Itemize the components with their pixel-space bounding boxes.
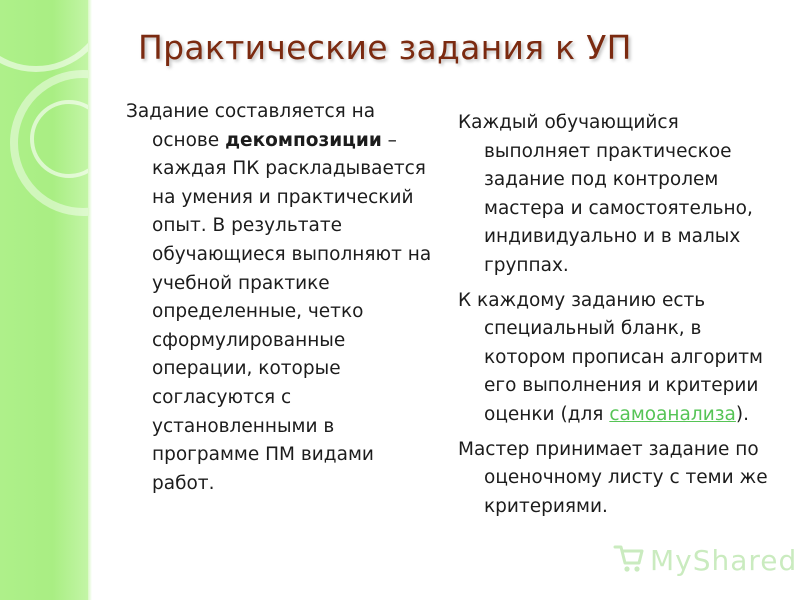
- paragraph-2-text-start: К каждому заданию есть специальный бланк, в котором прописан алгоритм его выполнения и критерии оценки (для: [458, 289, 763, 425]
- right-paragraph-1: Каждый обучающийся выполняет практическое задание под контролем мастера и самостоятельно, индивидуально и в малых группах.: [458, 112, 753, 276]
- left-text-end: – каждая ПК раскладывается на умения и практический опыт. В результате обучающиеся выполняют на учебной практике определенные, четко сформулированные операции, которые согласуются с установленными в программе ПМ видами работ.: [152, 129, 432, 494]
- watermark-text: MyShared: [650, 543, 798, 577]
- right-paragraph-3: Мастер принимает задание по оценочному листу с теми же критериями.: [458, 438, 768, 517]
- watermark: [612, 540, 797, 580]
- paragraph-2-text-end: ).: [735, 403, 749, 425]
- self-analysis-link[interactable]: самоанализа: [609, 403, 736, 425]
- left-paragraph: [126, 98, 440, 498]
- left-text-column: [126, 98, 440, 498]
- right-text-column: [458, 109, 778, 527]
- left-text-start: Задание составляется на основе: [126, 101, 376, 151]
- decorative-side-band: [0, 0, 88, 600]
- decorative-ring: [0, 0, 88, 72]
- right-paragraph-2: [458, 287, 778, 430]
- slide-title: Практические задания к УП: [138, 28, 632, 67]
- side-band-edge: [88, 0, 92, 600]
- bold-term: декомпозиции: [225, 129, 382, 151]
- cart-logo-icon: [612, 541, 646, 579]
